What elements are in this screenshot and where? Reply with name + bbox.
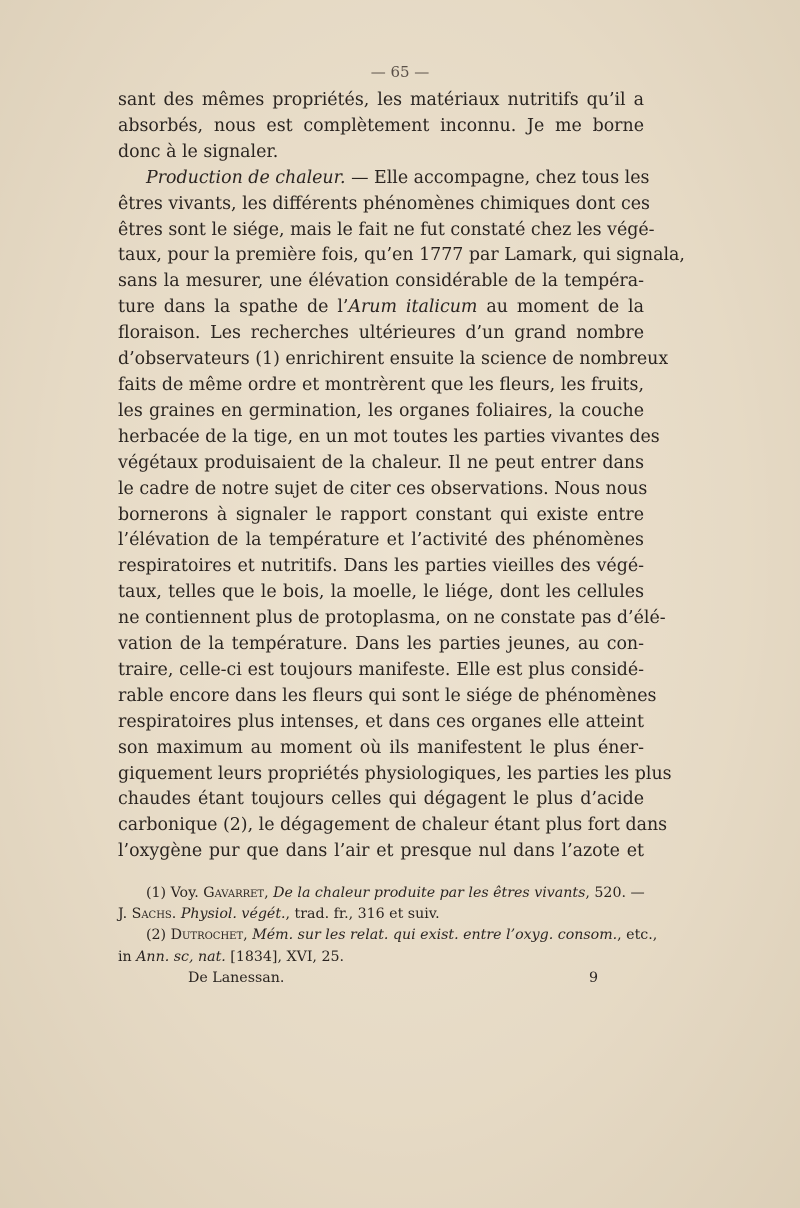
text-fragment: in bbox=[118, 948, 137, 965]
footnote-1-line-1 bbox=[118, 883, 644, 904]
text-fragment: [1834], XVI, 25. bbox=[225, 948, 345, 965]
text-fragment: , trad. fr., 316 et suiv. bbox=[285, 906, 440, 923]
text-fragment: ture dans la spathe de l’ bbox=[118, 297, 349, 318]
footnote-marker: (2) bbox=[146, 927, 171, 944]
text-fragment: — Elle accompagne, chez tous les bbox=[345, 167, 650, 188]
footnote-author: Dutrochet bbox=[170, 927, 244, 944]
text-fragment: , bbox=[243, 927, 253, 944]
text-fragment: , bbox=[264, 885, 274, 901]
text-line: chaudes étant toujours celles qui dégagent le plus d’acide bbox=[118, 789, 644, 810]
footnotes bbox=[118, 883, 658, 968]
text-line: êtres sont le siége, mais le fait ne fut constaté chez les végé- bbox=[118, 219, 655, 240]
text-line: d’observateurs (1) enrichirent ensuite la science de nombreux bbox=[118, 349, 669, 370]
footnote-title: Physiol. végét. bbox=[180, 906, 286, 923]
text-line: l’élévation de la température et l’activité des phénomènes bbox=[118, 530, 644, 551]
text-line bbox=[118, 295, 644, 321]
footnote-author: J. Sachs bbox=[118, 906, 172, 923]
footnote-author: Gavarret bbox=[203, 885, 265, 901]
text-line: rable encore dans les fleurs qui sont le siége de phénomènes bbox=[118, 685, 657, 706]
text-line: floraison. Les recherches ultérieures d’un grand nombre bbox=[118, 323, 644, 344]
page-number: — 65 — bbox=[370, 63, 430, 81]
text-fragment: , etc., bbox=[617, 927, 658, 944]
text-line: bornerons à signaler le rapport constant qui existe entre bbox=[118, 504, 644, 525]
text-line: êtres vivants, les différents phénomènes chimiques dont ces bbox=[118, 193, 650, 214]
text-line: son maximum au moment où ils manifestent le plus éner- bbox=[118, 737, 644, 758]
text-line: giquement leurs propriétés physiologiques, les parties les plus bbox=[118, 763, 672, 784]
text-line: les graines en germination, les organes foliaires, la couche bbox=[118, 400, 644, 421]
footnote-2-line-1 bbox=[118, 925, 658, 946]
text-line: faits de même ordre et montrèrent que les fleurs, les fruits, bbox=[118, 374, 644, 395]
text-line: l’oxygène pur que dans l’air et presque nul dans l’azote et bbox=[118, 841, 644, 862]
text-line: herbacée de la tige, en un mot toutes les parties vivantes des bbox=[118, 426, 660, 447]
text-line: carbonique (2), le dégagement de chaleur étant plus fort dans bbox=[118, 815, 668, 836]
text-line: le cadre de notre sujet de citer ces observations. Nous nous bbox=[118, 478, 648, 499]
text-line: ne contiennent plus de protoplasma, on ne constate pas d’élé- bbox=[118, 608, 666, 629]
text-line: respiratoires plus intenses, et dans ces organes elle atteint bbox=[118, 711, 644, 732]
footnote-title: Ann. sc, nat. bbox=[136, 948, 226, 965]
signature-author: De Lanessan. bbox=[188, 970, 285, 986]
footnote-2-line-2 bbox=[118, 947, 644, 968]
text-fragment: , 520. — bbox=[585, 885, 645, 901]
text-line: végétaux produisaient de la chaleur. Il ne peut entrer dans bbox=[118, 452, 644, 473]
species-name: Arum italicum bbox=[348, 297, 478, 318]
text-line: traire, celle-ci est toujours manifeste. Elle est plus considé- bbox=[118, 659, 644, 680]
footnote-marker: (1) Voy. bbox=[146, 885, 204, 901]
signature-sheet-number: 9 bbox=[588, 970, 598, 986]
text-line: sant des mêmes propriétés, les matériaux nutritifs qu’il a bbox=[118, 90, 644, 110]
text-line: taux, telles que le bois, la moelle, le liége, dont les cellules bbox=[118, 582, 644, 603]
text-line: respiratoires et nutritifs. Dans les parties vieilles des végé- bbox=[118, 556, 644, 577]
text-line: taux, pour la première fois, qu’en 1777 par Lamark, qui signala, bbox=[118, 245, 685, 266]
text-fragment: . bbox=[171, 906, 181, 923]
text-line: donc à le signaler. bbox=[118, 141, 279, 162]
text-line: sans la mesurer, une élévation considérable de la tempéra- bbox=[118, 271, 644, 292]
section-heading-line bbox=[118, 166, 650, 192]
footnote-title: De la chaleur produite par les êtres vivants bbox=[273, 885, 586, 901]
body-text bbox=[118, 88, 685, 865]
text-fragment: au moment de la bbox=[477, 297, 644, 318]
text-line: vation de la température. Dans les parties jeunes, au con- bbox=[118, 634, 644, 655]
section-heading: Production de chaleur. bbox=[146, 167, 346, 188]
footnote-title: Mém. sur les relat. qui exist. entre l’oxyg. consom. bbox=[252, 927, 618, 944]
text-line: absorbés, nous est complètement inconnu. Je me borne bbox=[118, 115, 644, 136]
footnote-1-line-2 bbox=[118, 904, 644, 925]
